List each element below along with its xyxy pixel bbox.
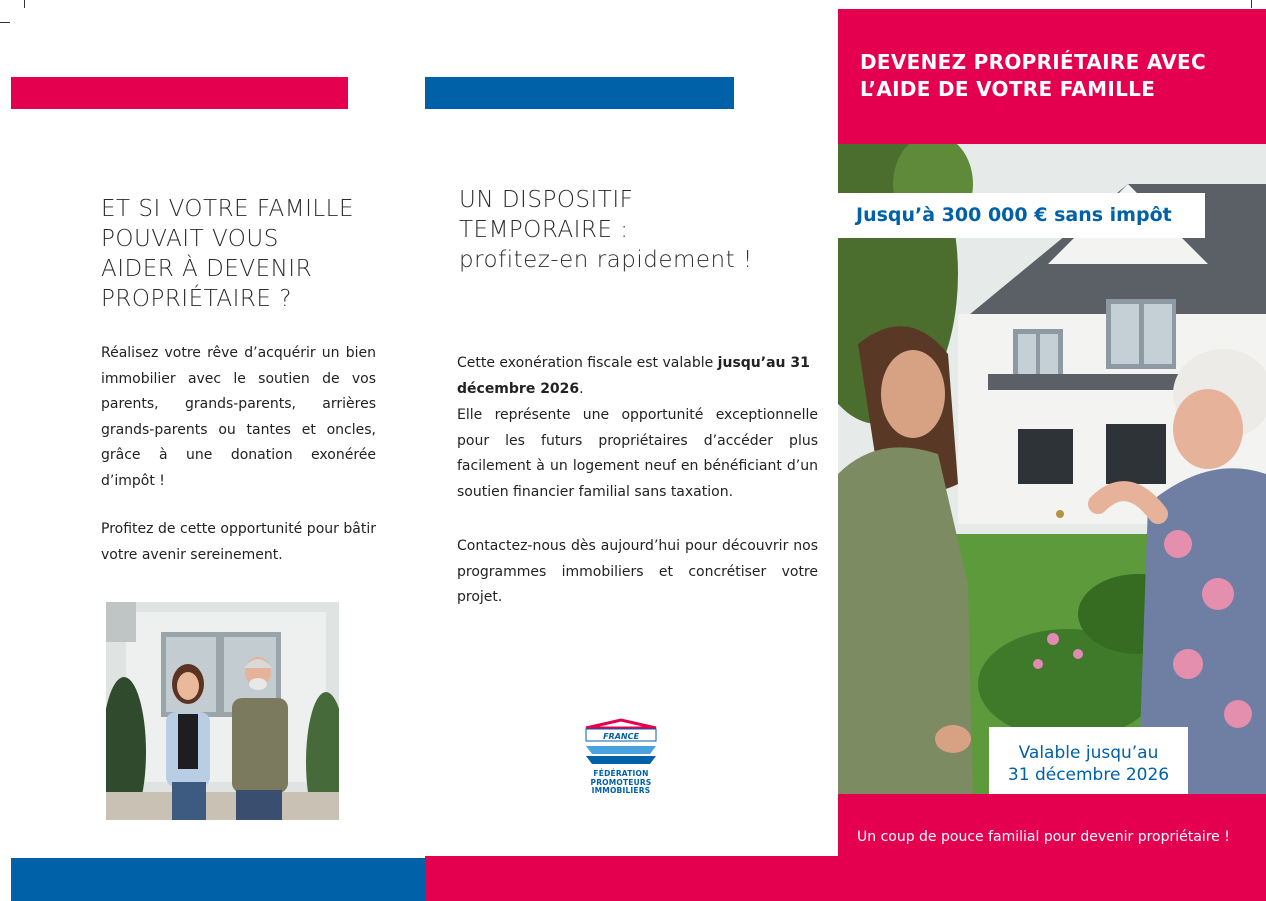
left-paragraph-1: Réalisez votre rêve d’acquérir un bien immobilier avec le soutien de vos parents, grands-parents, arrières grands-parents ou tantes et oncles, grâce à une donation exonérée d’impôt ! bbox=[101, 345, 376, 489]
middle-heading bbox=[459, 185, 799, 275]
crop-mark bbox=[1251, 0, 1252, 8]
photo-grandmother-keys-illustration bbox=[838, 144, 1266, 794]
left-heading-line: POUVAIT VOUS bbox=[101, 226, 279, 252]
left-top-bar bbox=[11, 77, 348, 109]
photo-woman-grandfather bbox=[106, 602, 339, 820]
photo-woman-grandfather-illustration bbox=[106, 602, 339, 820]
fpi-logo-line: FÉDÉRATION bbox=[593, 769, 649, 778]
middle-paragraph-1-text: Cette exonération fiscale est valable bbox=[457, 355, 718, 371]
left-heading bbox=[101, 194, 401, 314]
middle-paragraph-1 bbox=[457, 351, 818, 402]
fpi-logo-line: IMMOBILIERS bbox=[591, 786, 651, 795]
middle-paragraph-2: Elle représente une opportunité exceptionnelle pour les futurs propriétaires d’accéder plus facilement à un logement neuf en bénéficiant d’un soutien financier familial sans taxation. bbox=[457, 407, 818, 500]
validity-line: 31 décembre 2026 bbox=[1007, 765, 1170, 785]
left-paragraph-2: Profitez de cette opportunité pour bâtir votre avenir sereinement. bbox=[101, 521, 376, 563]
fpi-logo-country: FRANCE bbox=[603, 732, 639, 741]
fpi-logo-mark bbox=[582, 718, 660, 766]
right-title bbox=[860, 49, 1206, 103]
fpi-logo bbox=[582, 718, 660, 800]
middle-paragraph-1-bold: jusqu’au 31 décembre 2026 bbox=[457, 355, 810, 397]
validity-line: Valable jusqu’au bbox=[1018, 743, 1159, 763]
left-heading-line: ET SI VOTRE FAMILLE bbox=[101, 196, 355, 222]
middle-heading-line: profitez-en rapidement ! bbox=[459, 247, 753, 273]
fpi-logo-line: PROMOTEURS bbox=[590, 777, 652, 787]
tagline: Un coup de pouce familial pour devenir propriétaire ! bbox=[857, 829, 1230, 845]
middle-top-bar bbox=[425, 77, 734, 109]
right-title-line: DEVENEZ PROPRIÉTAIRE AVEC bbox=[860, 50, 1206, 74]
middle-heading-line: UN DISPOSITIF bbox=[459, 187, 634, 213]
right-title-block bbox=[838, 9, 1266, 144]
validity-box bbox=[989, 727, 1188, 802]
offer-banner: Jusqu’à 300 000 € sans impôt bbox=[838, 193, 1205, 238]
crop-mark bbox=[24, 0, 25, 8]
middle-heading-line: TEMPORAIRE : bbox=[459, 217, 629, 243]
middle-paragraph-3: Contactez-nous dès aujourd’hui pour découvrir nos programmes immobiliers et concrétiser votre projet. bbox=[457, 538, 818, 605]
crop-mark bbox=[0, 22, 10, 23]
left-heading-line: PROPRIÉTAIRE ? bbox=[101, 286, 292, 312]
left-bottom-bar bbox=[11, 858, 425, 901]
middle-paragraph-1-end: . bbox=[579, 380, 584, 397]
right-bottom-block bbox=[838, 794, 1266, 901]
photo-grandmother-keys bbox=[838, 144, 1266, 794]
right-title-line: L’AIDE DE VOTRE FAMILLE bbox=[860, 77, 1156, 101]
fpi-logo-text bbox=[582, 770, 660, 796]
left-heading-line: AIDER À DEVENIR bbox=[101, 256, 313, 282]
